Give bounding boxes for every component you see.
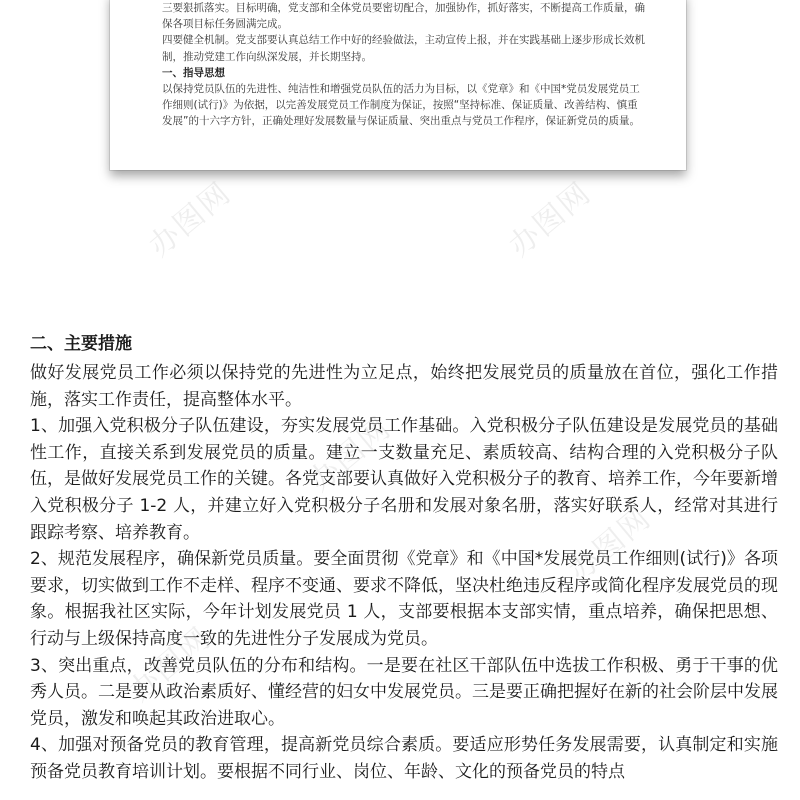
watermark: 办图网 (502, 175, 599, 264)
measure-item-1: 1、加强入党积极分子队伍建设，夯实发展党员工作基础。入党积极分子队伍建设是发展党员的基础性工作，直接关系到发展党员的质量。建立一支数量充足、素质较高、结构合理的入党积极分子队伍，是做好发展党员工作的关键。各党支部要认真做好入党积极分子的教育、培养工作，今年要新增入党积极分子 1-2 人，并建立好入党积极分子名册和发展对象名册，落实好联系人，经常对其进行跟踪考察、培养教育。 (30, 416, 778, 543)
measure-item-2: 2、规范发展程序，确保新党员质量。要全面贯彻《党章》和《中国*发展党员工作细则(试行)》各项要求，切实做到工作不走样、程序不变通、要求不降低，坚决杜绝违反程序或简化程序发展党员的现象。根据我社区实际，今年计划发展党员 1 人，支部要根据本支部实情，重点培养，确保把思想、行动与上级保持高度一致的先进性分子发展成为党员。 (30, 549, 778, 649)
preview-paragraph-3: 三要狠抓落实。目标明确，党支部和全体党员要密切配合，加强协作，抓好落实，不断提高工作质量，确保各项目标任务圆满完成。 (162, 2, 645, 31)
section-heading: 二、主要措施 (30, 334, 132, 354)
watermark: 办图网 (302, 410, 399, 499)
intro-paragraph: 做好发展党员工作必须以保持党的先进性为立足点，始终把发展党员的质量放在首位，强化工作措施，落实工作责任，提高整体水平。 (30, 363, 778, 410)
measure-item-4: 4、加强对预备党员的教育管理，提高新党员综合素质。要适应形势任务发展需要，认真制定和实施预备党员教育培训计划。要根据不同行业、岗位、年龄、文化的预备党员的特点 (30, 735, 778, 782)
preview-paragraph-4: 四要健全机制。党支部要认真总结工作中好的经验做法，主动宣传上报，并在实践基础上逐步形成长效机制，推动党建工作向纵深发展，并长期坚持。 (162, 34, 645, 63)
watermark: 办图网 (122, 620, 219, 709)
main-document-body (30, 330, 778, 786)
measure-item-3: 3、突出重点，改善党员队伍的分布和结构。一是要在社区干部队伍中选拔工作积极、勇于干事的优秀人员。二是要从政治素质好、懂经营的妇女中发展党员。三是要正确把握好在新的社会阶层中发展党员，激发和唤起其政治进取心。 (30, 655, 778, 729)
watermark: 办图网 (562, 500, 659, 589)
page-preview-card (110, 0, 686, 170)
preview-text-block (162, 0, 648, 130)
preview-heading: 一、指导思想 (162, 66, 225, 79)
preview-guiding-paragraph: 以保持党员队伍的先进性、纯洁性和增强党员队伍的活力为目标，以《党章》和《中国*党员发展党员工作细则(试行)》为依据，以完善发展党员工作制度为保证，按照“坚持标准、保证质量、改善结构、慎重发展”的十六字方针，正确处理好发展数量与保证质量、突出重点与党员工作程序，保证新党员的质量。 (162, 83, 640, 128)
watermark: 办图网 (142, 175, 239, 264)
